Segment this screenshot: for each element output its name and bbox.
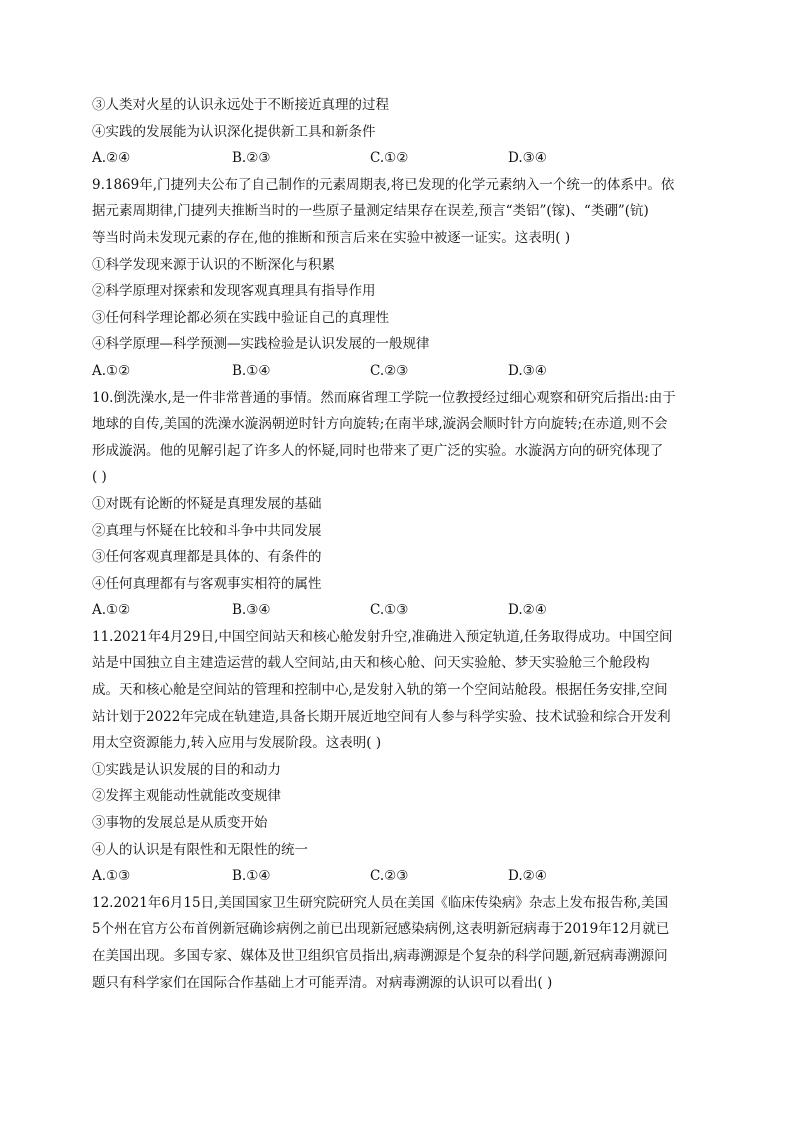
q10-option-c: C.①③ <box>370 602 409 619</box>
q10-options <box>92 597 704 624</box>
q10-item-1: ①对既有论断的怀疑是真理发展的基础 <box>92 495 322 512</box>
q9-item-2: ②科学原理对探索和发现客观真理具有指导作用 <box>92 283 376 300</box>
question-8 <box>92 92 704 172</box>
q8-item-3: ③人类对火星的认识永远处于不断接近真理的过程 <box>92 97 389 113</box>
q9-item-4: ④科学原理—科学预测—实践检验是认识发展的一般规律 <box>92 336 430 353</box>
q9-option-c: C.②③ <box>370 362 409 379</box>
q10-item-2: ②真理与怀疑在比较和斗争中共同发展 <box>92 522 322 539</box>
q9-stem-line-2: 据元素周期律,门捷列夫推断当时的一些原子量测定结果存在误差,预言“类铝”(镓)、“类硼”(钪) <box>92 203 649 220</box>
q11-stem-line-1: 11.2021年4月29日,中国空间站天和核心舱发射升空,准确进入预定轨道,任务取得成功。中国空间 <box>92 628 673 645</box>
q11-item-2: ②发挥主观能动性就能改变规律 <box>92 788 281 805</box>
q11-option-d: D.②④ <box>508 868 547 885</box>
question-12 <box>92 890 704 996</box>
q11-stem-line-3: 成。天和核心舱是空间站的管理和控制中心,是发射入轨的第一个空间站舱段。根据任务安排,空间 <box>92 682 668 699</box>
q8-option-c: C.①② <box>370 150 409 167</box>
question-10 <box>92 385 704 624</box>
q10-stem-line-2: 地球的自传,美国的洗澡水漩涡朝逆时针方向旋转;在南半球,漩涡会顺时针方向旋转;在赤道,则不会 <box>92 416 668 433</box>
q9-options <box>92 358 704 385</box>
q8-option-b: B.②③ <box>232 150 271 167</box>
q10-option-d: D.②④ <box>508 602 547 619</box>
q11-item-3: ③事物的发展总是从质变开始 <box>92 815 268 832</box>
q11-stem-line-5: 用太空资源能力,转入应用与发展阶段。这表明( ) <box>92 735 382 752</box>
q10-stem-line-4: ( ) <box>92 469 107 486</box>
q9-stem-line-1: 9.1869年,门捷列夫公布了自己制作的元素周期表,将已发现的化学元素纳入一个统一的体系中。依 <box>92 176 675 193</box>
q12-stem-line-2: 5个州在官方公布首例新冠确诊病例之前已出现新冠感染病例,这表明新冠病毒于2019年12月就已 <box>92 921 670 938</box>
question-9 <box>92 172 704 385</box>
question-11 <box>92 624 704 890</box>
q9-stem-line-3: 等当时尚未发现元素的存在,他的推断和预言后来在实验中被逐一证实。这表明( ) <box>92 229 571 246</box>
q10-stem-line-1: 10.倒洗澡水,是一件非常普通的事情。然而麻省理工学院一位教授经过细心观察和研究后指出:由于 <box>92 389 676 406</box>
q8-option-a: A.②④ <box>92 150 131 167</box>
q8-option-d: D.③④ <box>508 150 547 167</box>
q11-option-b: B.①④ <box>232 868 271 885</box>
exam-page <box>92 92 704 996</box>
q11-item-4: ④人的认识是有限性和无限性的统一 <box>92 841 308 858</box>
q10-stem-line-3: 形成漩涡。他的见解引起了许多人的怀疑,同时也带来了更广泛的实验。水漩涡方向的研究体现了 <box>92 442 664 459</box>
q11-options <box>92 863 704 890</box>
q12-stem-line-3: 在美国出现。多国专家、媒体及世卫组织官员指出,病毒溯源是个复杂的科学问题,新冠病毒溯源问 <box>92 948 668 964</box>
q8-options <box>92 145 704 172</box>
q12-stem-line-1: 12.2021年6月15日,美国国家卫生研究院研究人员在美国《临床传染病》杂志上发布报告称,美国 <box>92 894 669 911</box>
q9-item-3: ③任何科学理论都必须在实践中验证自己的真理性 <box>92 309 389 326</box>
q11-option-c: C.②③ <box>370 868 409 885</box>
q9-option-d: D.③④ <box>508 362 547 379</box>
q12-stem-line-4: 题只有科学家们在国际合作基础上才可能弄清。对病毒溯源的认识可以看出( ) <box>92 974 553 991</box>
q11-item-1: ①实践是认识发展的目的和动力 <box>92 761 281 778</box>
q10-item-4: ④任何真理都有与客观事实相符的属性 <box>92 575 322 592</box>
q9-item-1: ①科学发现来源于认识的不断深化与积累 <box>92 256 335 273</box>
q11-stem-line-4: 站计划于2022年完成在轨建造,具备长期开展近地空间有人参与科学实验、技术试验和综合开发利 <box>92 708 671 725</box>
q9-option-b: B.①④ <box>232 362 271 379</box>
q11-option-a: A.①③ <box>92 868 131 885</box>
q11-stem-line-2: 站是中国独立自主建造运营的载人空间站,由天和核心舱、问天实验舱、梦天实验舱三个舱段构 <box>92 655 650 672</box>
q10-option-b: B.③④ <box>232 602 271 619</box>
q10-option-a: A.①② <box>92 602 131 619</box>
q10-item-3: ③任何客观真理都是具体的、有条件的 <box>92 549 322 566</box>
q8-item-4: ④实践的发展能为认识深化提供新工具和新条件 <box>92 123 376 140</box>
q9-option-a: A.①② <box>92 362 131 379</box>
